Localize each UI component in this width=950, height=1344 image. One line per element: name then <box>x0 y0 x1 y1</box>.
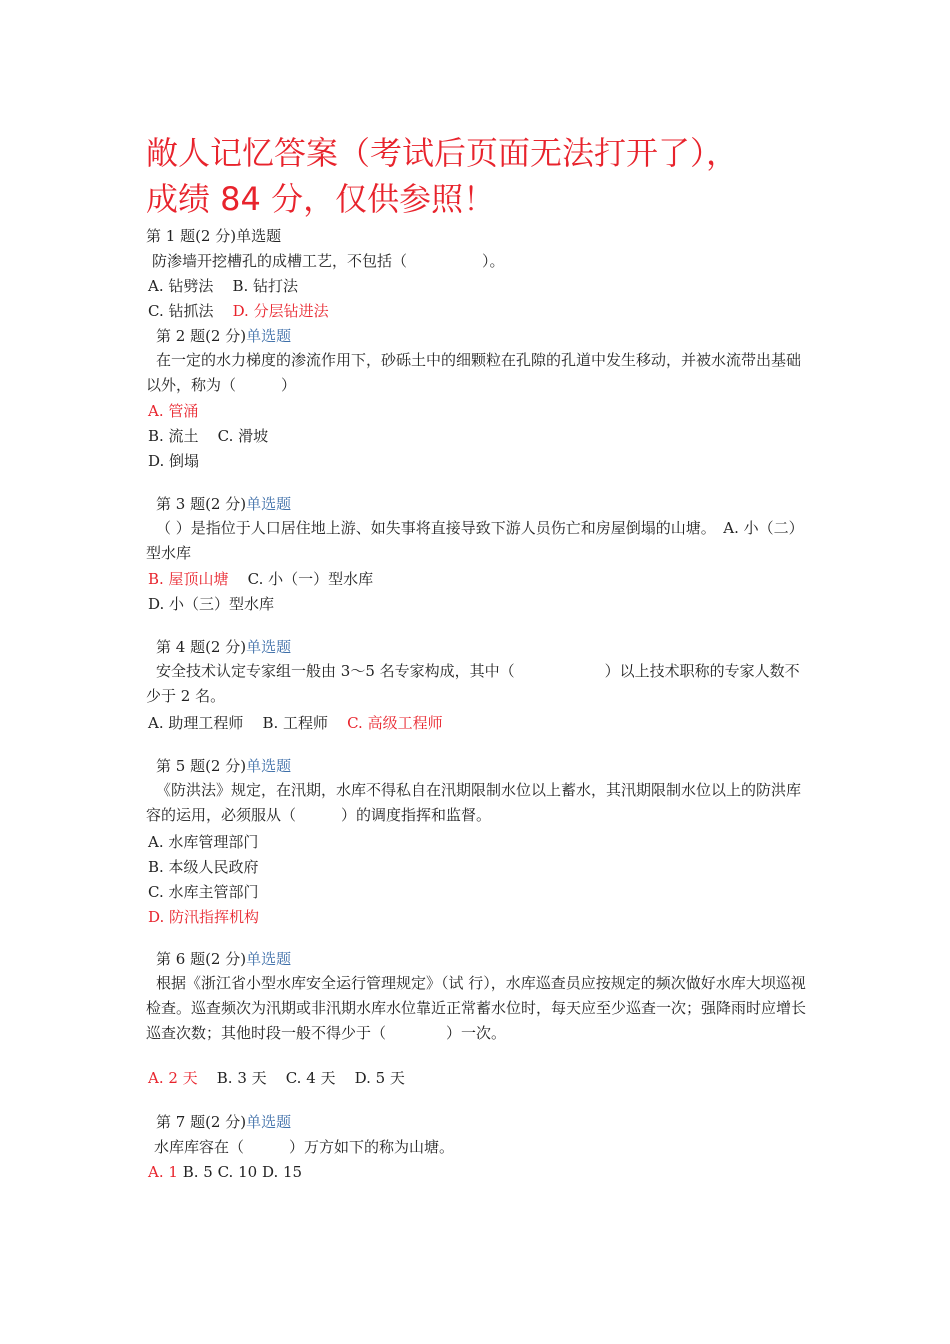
question-7-stem: 水库库容在（ ）万方如下的称为山塘。 <box>154 1138 455 1156</box>
question-7-option-d: D. 15 <box>261 1163 303 1181</box>
question-2-header <box>156 326 291 346</box>
page-title <box>146 130 826 222</box>
question-3-option-d: D. 小（三）型水库 <box>148 595 275 613</box>
question-7-header <box>156 1112 291 1132</box>
question-1-options-row-1 <box>148 276 298 296</box>
question-1-option-c: C. 钻抓法 <box>148 302 214 320</box>
question-3-number: 第 3 题(2 分) <box>156 495 247 513</box>
question-3-stem: （ ）是指位于人口居住地上游、如失事将直接导致下游人员伤亡和房屋倒塌的山塘。 A. 小（二）型水库 <box>146 519 804 562</box>
question-1-option-b: B. 钻打法 <box>232 277 299 295</box>
question-6-option-c: C. 4 天 <box>285 1069 336 1087</box>
question-1-options-row-2 <box>148 301 329 321</box>
question-6-option-d: D. 5 天 <box>354 1069 405 1087</box>
question-1-stem: 防渗墙开挖槽孔的成槽工艺，不包括（ ）。 <box>152 252 505 270</box>
title-line-2: 成绩 84 分，仅供参照！ <box>146 180 496 218</box>
question-7-option-b: B. 5 <box>182 1163 213 1181</box>
question-4-option-b: B. 工程师 <box>262 714 329 732</box>
question-3-option-b-answer: B. 屋顶山塘 <box>148 570 229 588</box>
question-2-option-c: C. 滑坡 <box>217 427 269 445</box>
question-6-options-row <box>148 1068 405 1088</box>
question-1-option-d-answer: D. 分层钻进法 <box>232 302 329 320</box>
question-6-header <box>156 949 291 969</box>
question-2-option-a-answer: A. 管涌 <box>148 402 199 420</box>
question-1-option-a: A. 钻劈法 <box>148 277 214 295</box>
question-4-option-c-answer: C. 高级工程师 <box>347 714 443 732</box>
question-5-option-b: B. 本级人民政府 <box>148 858 259 876</box>
question-1-header: 第 1 题(2 分)单选题 <box>146 227 282 245</box>
question-7-option-a-answer: A. 1 <box>148 1163 178 1181</box>
question-7-type: 单选题 <box>246 1113 292 1131</box>
question-4-type: 单选题 <box>246 638 292 656</box>
question-2-options-row <box>148 426 268 446</box>
question-2-stem: 在一定的水力梯度的渗流作用下，砂砾土中的细颗粒在孔隙的孔道中发生移动，并被水流带出基础以外，称为（ ） <box>146 351 802 394</box>
question-6-option-b: B. 3 天 <box>216 1069 267 1087</box>
question-6-stem: 根据《浙江省小型水库安全运行管理规定》（试 行），水库巡查员应按规定的频次做好水库大坝巡视检查。巡查频次为汛期或非汛期水库水位靠近正常蓄水位时，每天应至少巡查一次；强降雨时应增长巡查次数；其他时段一般不得少于（ ）一次。 <box>146 974 807 1042</box>
question-5-option-a: A. 水库管理部门 <box>148 833 259 851</box>
question-2-option-b: B. 流土 <box>148 427 199 445</box>
question-4-option-a: A. 助理工程师 <box>148 714 244 732</box>
question-5-option-d-answer: D. 防汛指挥机构 <box>148 908 260 926</box>
question-3-header <box>156 494 291 514</box>
question-2-option-d: D. 倒塌 <box>148 452 200 470</box>
question-5-stem: 《防洪法》规定，在汛期，水库不得私自在汛期限制水位以上蓄水，其汛期限制水位以上的防洪库容的运用，必须服从（ ）的调度指挥和监督。 <box>146 781 802 824</box>
question-4-options-row <box>148 713 443 733</box>
question-3-type: 单选题 <box>246 495 292 513</box>
question-6-number: 第 6 题(2 分) <box>156 950 247 968</box>
question-5-header <box>156 756 291 776</box>
question-6-type: 单选题 <box>246 950 292 968</box>
question-7-options-row <box>148 1162 302 1182</box>
question-3-options-row <box>148 569 373 589</box>
question-7-number: 第 7 题(2 分) <box>156 1113 247 1131</box>
question-6-option-a-answer: A. 2 天 <box>148 1069 198 1087</box>
question-5-number: 第 5 题(2 分) <box>156 757 247 775</box>
question-2-number: 第 2 题(2 分) <box>156 327 247 345</box>
question-4-number: 第 4 题(2 分) <box>156 638 247 656</box>
question-4-header <box>156 637 291 657</box>
title-line-1: 敞人记忆答案（考试后页面无法打开了）， <box>146 134 739 172</box>
question-5-option-c: C. 水库主管部门 <box>148 883 259 901</box>
question-4-stem: 安全技术认定专家组一般由 3～5 名专家构成，其中（ ）以上技术职称的专家人数不少于 2 名。 <box>146 662 800 705</box>
question-5-type: 单选题 <box>246 757 292 775</box>
question-2-type: 单选题 <box>246 327 292 345</box>
question-3-option-c: C. 小（一）型水库 <box>247 570 374 588</box>
question-7-option-c: C. 10 <box>217 1163 258 1181</box>
